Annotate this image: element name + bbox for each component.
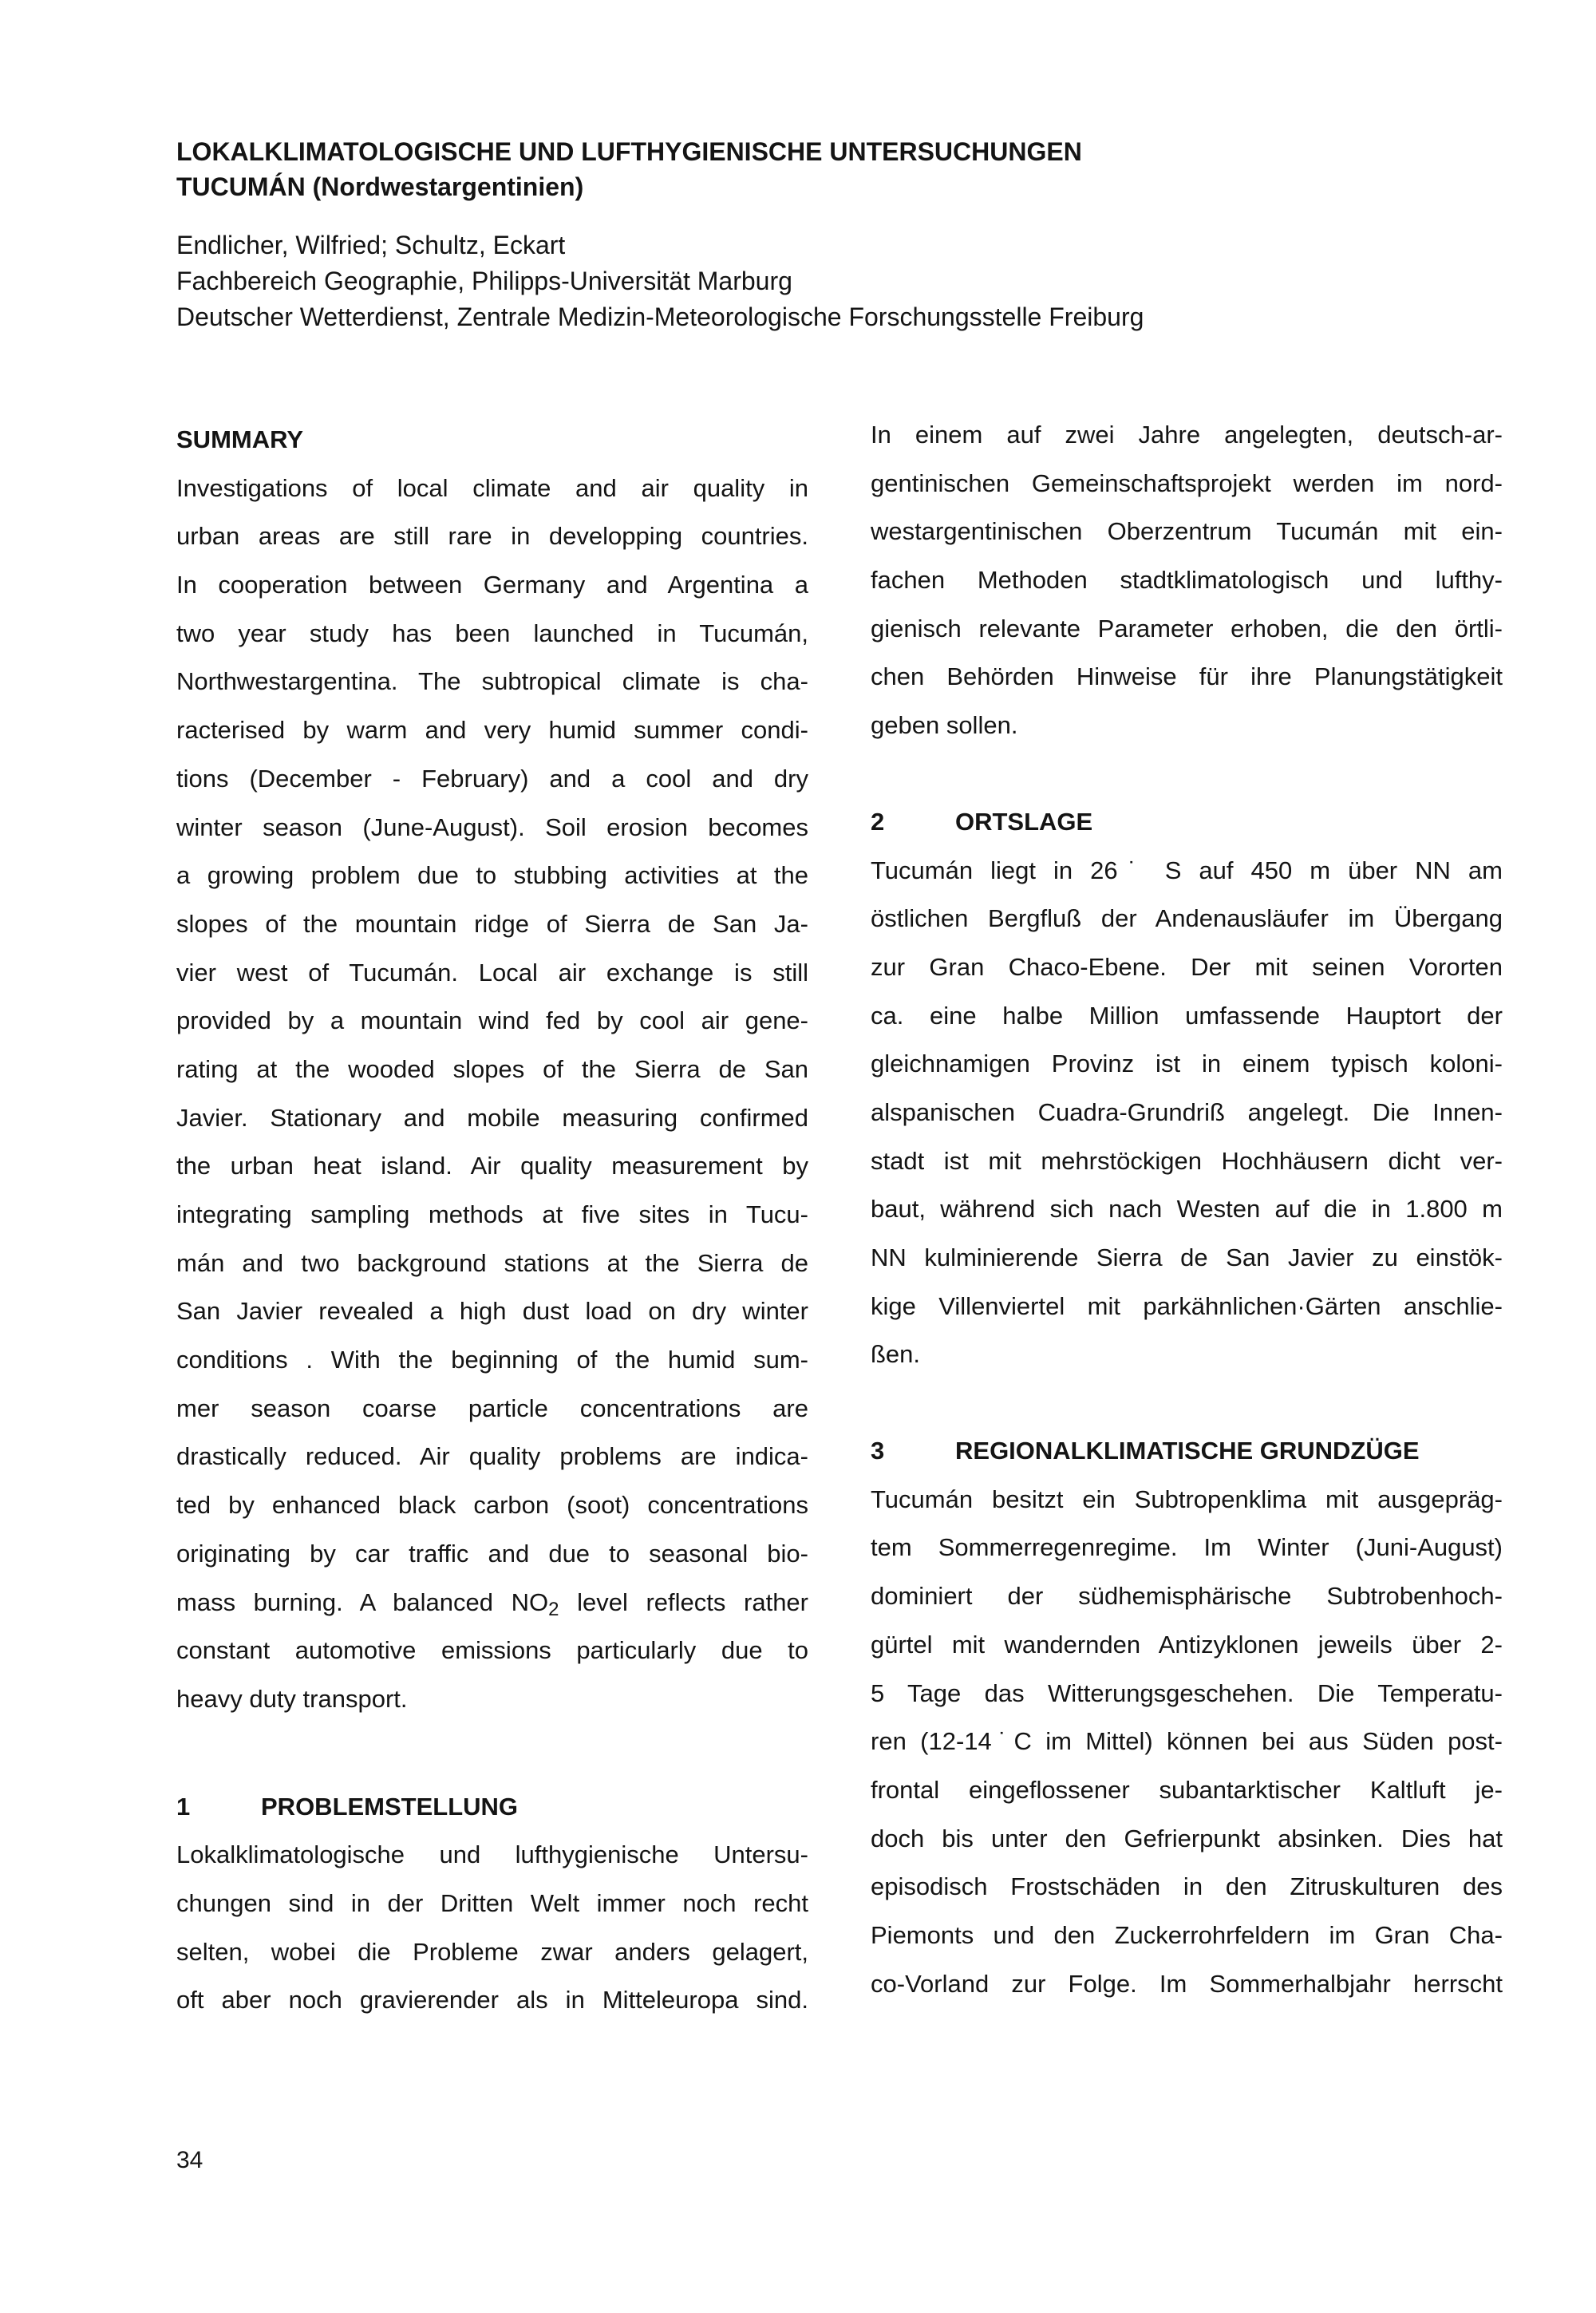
text-line: a growing problem due to stubbing activities at the xyxy=(176,861,808,890)
section-number: 3 xyxy=(871,1437,885,1465)
section-number: 1 xyxy=(176,1792,191,1821)
text-line: stadt ist mit mehrstöckigen Hochhäusern dicht ver- xyxy=(871,1146,1503,1175)
page-number: 34 xyxy=(176,2147,203,2173)
authors: Endlicher, Wilfried; Schultz, Eckart xyxy=(176,231,566,259)
text-line: frontal eingeflossener subantarktischer Kaltluft je- xyxy=(871,1775,1503,1804)
text-line: Javier. Stationary and mobile measuring confirmed xyxy=(176,1103,808,1132)
text-line: geben sollen. xyxy=(871,711,1018,740)
text-line: ßen. xyxy=(871,1340,921,1369)
text-line: vier west of Tucumán. Local air exchange is still xyxy=(176,958,808,986)
section xyxy=(871,798,1503,1379)
text-line: ted by enhanced black carbon (soot) concentrations xyxy=(176,1491,808,1520)
section-title: SUMMARY xyxy=(176,425,304,453)
text-line: Investigations of local climate and air quality in xyxy=(176,473,808,502)
text-line: oft aber noch gravierender als in Mitteleuropa sind. xyxy=(176,1986,808,2014)
text-line: Tucumán besitzt ein Subtropenklima mit ausgepräg- xyxy=(871,1485,1503,1513)
title-line: LOKALKLIMATOLOGISCHE UND LUFTHYGIENISCHE UNTERSUCHUNGEN xyxy=(176,137,1082,166)
text-line: westargentinischen Oberzentrum Tucumán mit ein- xyxy=(871,517,1503,546)
text-line: conditions . With the beginning of the humid sum- xyxy=(176,1346,808,1374)
right-column xyxy=(871,411,1503,2008)
section-title: REGIONALKLIMATISCHE GRUNDZÜGE xyxy=(955,1437,1420,1465)
text-line: gentinischen Gemeinschaftsprojekt werden im nord- xyxy=(871,469,1503,497)
text-line: baut, während sich nach Westen auf die in 1.800 m xyxy=(871,1195,1503,1224)
affiliation: Fachbereich Geographie, Philipps-Universität Marburg xyxy=(176,267,792,295)
text-line: In einem auf zwei Jahre angelegten, deutsch-ar- xyxy=(871,421,1503,449)
text-line: tem Sommerregenregime. Im Winter (Juni-August) xyxy=(871,1533,1503,1562)
section xyxy=(176,416,808,1724)
text-line: urban areas are still rare in developping countries. xyxy=(176,522,808,551)
text-line: In cooperation between Germany and Argentina a xyxy=(176,571,808,599)
text-line: San Javier revealed a high dust load on dry winter xyxy=(176,1297,808,1326)
text-line: mán and two background stations at the Sierra de xyxy=(176,1248,808,1277)
text-line: episodisch Frostschäden in den Zitruskulturen des xyxy=(871,1872,1503,1901)
text-line: gürtel mit wandernden Antizyklonen jeweils über 2- xyxy=(871,1630,1503,1659)
text-line: tions (December - February) and a cool and dry xyxy=(176,764,808,793)
text-line: constant automotive emissions particularly due to xyxy=(176,1636,808,1665)
text-line: fachen Methoden stadtklimatologisch und lufthy- xyxy=(871,566,1503,595)
text-line: racterised by warm and very humid summer condi- xyxy=(176,716,808,745)
text-line: two year study has been launched in Tucumán, xyxy=(176,619,808,647)
text-line: integrating sampling methods at five sites in Tucu- xyxy=(176,1200,808,1228)
section-heading xyxy=(871,1427,1503,1476)
section-title: ORTSLAGE xyxy=(955,807,1093,836)
text-line: drastically reduced. Air quality problems are indica- xyxy=(176,1442,808,1471)
text-line: dominiert der südhemisphärische Subtrobenhoch- xyxy=(871,1582,1503,1611)
section xyxy=(176,1783,808,2025)
text-line: mass burning. A balanced $NO_2$ level reflects rather xyxy=(176,1587,808,1620)
section-heading xyxy=(176,416,808,465)
section-number: 2 xyxy=(871,807,885,836)
text-line: chungen sind in der Dritten Welt immer noch recht xyxy=(176,1888,808,1917)
text-line: gleichnamigen Provinz ist in einem typisch koloni- xyxy=(871,1050,1503,1078)
text-line: chen Behörden Hinweise für ihre Planungstätigkeit xyxy=(871,662,1503,691)
text-line: gienisch relevante Parameter erhoben, die den örtli- xyxy=(871,614,1503,642)
text-line: doch bis unter den Gefrierpunkt absinken. Dies hat xyxy=(871,1824,1503,1852)
section-heading xyxy=(871,798,1503,847)
text-line: NN kulminierende Sierra de San Javier zu einstök- xyxy=(871,1243,1503,1271)
section xyxy=(871,411,1503,750)
text-line: kige Villenviertel mit parkähnlichen·Gärten anschlie- xyxy=(871,1291,1503,1320)
text-line: ren (12-14˙C im Mittel) können bei aus Süden post- xyxy=(871,1727,1503,1756)
section-title: PROBLEMSTELLUNG xyxy=(261,1792,519,1821)
text-line: selten, wobei die Probleme zwar anders gelagert, xyxy=(176,1937,808,1966)
text-line: winter season (June-August). Soil erosion becomes xyxy=(176,813,808,841)
text-line: alspanischen Cuadra-Grundriß angelegt. Die Innen- xyxy=(871,1097,1503,1126)
affiliation: Deutscher Wetterdienst, Zentrale Medizin-Meteorologische Forschungsstelle Freiburg xyxy=(176,302,1144,331)
text-line: heavy duty transport. xyxy=(176,1684,408,1713)
text-line: originating by car traffic and due to seasonal bio- xyxy=(176,1539,808,1568)
paper-title xyxy=(176,134,1082,204)
subscript: 2 xyxy=(548,1598,559,1620)
text-line: östlichen Bergfluß der Andenausläufer im Übergang xyxy=(871,904,1503,933)
text-line: Northwestargentina. The subtropical climate is cha- xyxy=(176,667,808,696)
text-line: ca. eine halbe Million umfassende Hauptort der xyxy=(871,1001,1503,1030)
text-line: rating at the wooded slopes of the Sierra de San xyxy=(176,1054,808,1083)
section-heading xyxy=(176,1783,808,1832)
author-block xyxy=(176,227,1144,335)
text-line: co-Vorland zur Folge. Im Sommerhalbjahr herrscht xyxy=(871,1969,1503,1998)
left-column xyxy=(176,416,808,2025)
text-line: zur Gran Chaco-Ebene. Der mit seinen Vororten xyxy=(871,952,1503,981)
section xyxy=(871,1427,1503,2008)
text-line: 5 Tage das Witterungsgeschehen. Die Temperatu- xyxy=(871,1678,1503,1707)
text-line: Piemonts und den Zuckerrohrfeldern im Gran Cha- xyxy=(871,1920,1503,1949)
text-line: the urban heat island. Air quality measurement by xyxy=(176,1152,808,1180)
text-line: provided by a mountain wind fed by cool air gene- xyxy=(176,1006,808,1035)
text-line: Lokalklimatologische und lufthygienische Untersu- xyxy=(176,1841,808,1869)
text-line: Tucumán liegt in 26˙ S auf 450 m über NN am xyxy=(871,856,1503,884)
title-line: TUCUMÁN (Nordwestargentinien) xyxy=(176,172,584,201)
text-line: mer season coarse particle concentrations are xyxy=(176,1394,808,1422)
text-line: slopes of the mountain ridge of Sierra de San Ja- xyxy=(176,909,808,938)
